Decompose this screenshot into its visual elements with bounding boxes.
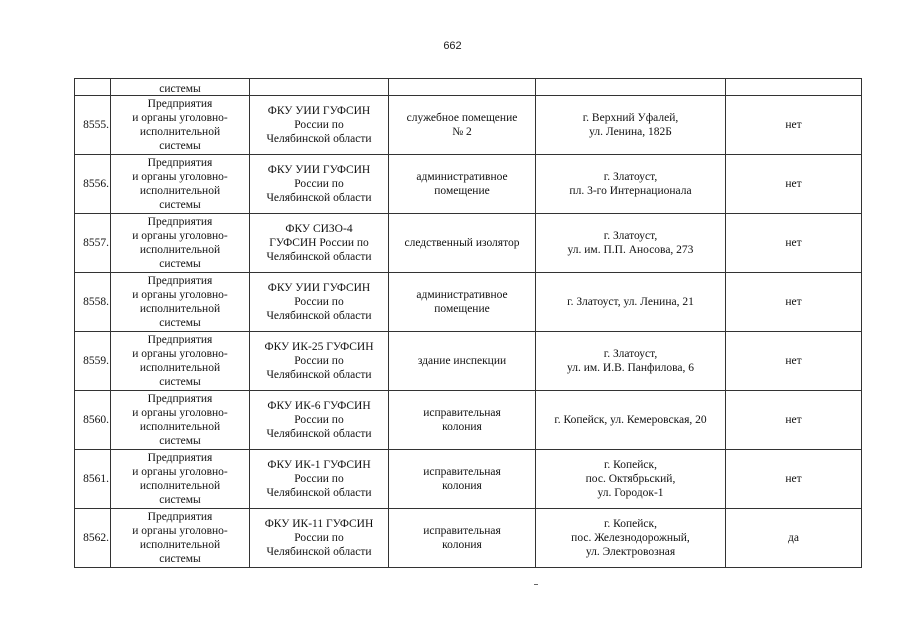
cell-organization bbox=[250, 79, 389, 96]
organization-cell bbox=[250, 214, 389, 273]
organization-cell-line: Челябинской области bbox=[266, 546, 372, 558]
object-cell-line: колония bbox=[442, 480, 482, 492]
sector-cell-line: и органы уголовно- bbox=[132, 171, 228, 183]
organization-cell-line: ФКУ УИИ ГУФСИН bbox=[267, 164, 371, 176]
table-row bbox=[75, 332, 862, 391]
address-cell bbox=[536, 96, 726, 155]
cell-sector: системы bbox=[111, 79, 250, 96]
sector-cell-line: исполнительной bbox=[139, 185, 221, 197]
scan-mark bbox=[534, 584, 538, 585]
organization-cell-line: России по bbox=[294, 178, 344, 190]
organization-cell-line: ФКУ ИК-1 ГУФСИН bbox=[267, 459, 371, 471]
cell-address bbox=[536, 79, 726, 96]
registry-table bbox=[74, 78, 862, 568]
organization-cell-line: ФКУ ИК-6 ГУФСИН bbox=[267, 400, 371, 412]
address-cell-line: ул. Ленина, 182Б bbox=[589, 126, 672, 138]
organization-cell-line: Челябинской области bbox=[266, 192, 372, 204]
organization-cell-line: России по bbox=[294, 119, 344, 131]
object-cell bbox=[389, 96, 536, 155]
organization-cell-line: ФКУ ИК-25 ГУФСИН bbox=[264, 341, 374, 353]
row-number: 8562. bbox=[75, 509, 111, 568]
organization-cell bbox=[250, 332, 389, 391]
organization-cell-line: Челябинской области bbox=[266, 251, 372, 263]
flag-cell: нет bbox=[726, 450, 862, 509]
sector-cell-line: исполнительной bbox=[139, 362, 221, 374]
row-number: 8559. bbox=[75, 332, 111, 391]
sector-cell bbox=[111, 214, 250, 273]
address-cell bbox=[536, 214, 726, 273]
address-cell bbox=[536, 509, 726, 568]
sector-cell-line: Предприятия bbox=[147, 216, 213, 228]
sector-cell-line: Предприятия bbox=[147, 157, 213, 169]
page-number: 662 bbox=[443, 40, 462, 52]
organization-cell-line: ФКУ СИЗО-4 bbox=[285, 223, 353, 235]
organization-cell-line: Челябинской области bbox=[266, 369, 372, 381]
object-cell-line: исправительная bbox=[423, 466, 501, 478]
sector-cell-line: Предприятия bbox=[147, 98, 213, 110]
organization-cell-line: Челябинской области bbox=[266, 310, 372, 322]
sector-cell-line: исполнительной bbox=[139, 539, 221, 551]
organization-cell bbox=[250, 450, 389, 509]
table-row bbox=[75, 391, 862, 450]
sector-cell-line: системы bbox=[159, 435, 201, 447]
object-cell bbox=[389, 155, 536, 214]
address-cell-line: пос. Октябрьский, bbox=[585, 473, 676, 485]
object-cell-line: № 2 bbox=[452, 126, 472, 138]
flag-cell: нет bbox=[726, 214, 862, 273]
address-cell bbox=[536, 332, 726, 391]
flag-cell: нет bbox=[726, 332, 862, 391]
address-cell-line: пл. 3-го Интернационала bbox=[569, 185, 692, 197]
sector-cell-line: Предприятия bbox=[147, 511, 213, 523]
flag-cell: да bbox=[726, 509, 862, 568]
object-cell-line: здание инспекции bbox=[417, 355, 507, 367]
object-cell-line: следственный изолятор bbox=[404, 237, 520, 249]
organization-cell-line: России по bbox=[294, 532, 344, 544]
row-number: 8561. bbox=[75, 450, 111, 509]
sector-cell-line: и органы уголовно- bbox=[132, 289, 228, 301]
sector-cell bbox=[111, 509, 250, 568]
sector-cell-line: системы bbox=[159, 140, 201, 152]
organization-cell-line: ГУФСИН России по bbox=[269, 237, 369, 249]
sector-cell bbox=[111, 155, 250, 214]
object-cell-line: помещение bbox=[434, 185, 490, 197]
sector-cell-line: исполнительной bbox=[139, 126, 221, 138]
sector-cell-line: системы bbox=[159, 317, 201, 329]
address-cell-line: г. Златоуст, bbox=[603, 348, 658, 360]
address-cell bbox=[536, 273, 726, 332]
row-number: 8557. bbox=[75, 214, 111, 273]
flag-cell: нет bbox=[726, 155, 862, 214]
sector-cell-line: системы bbox=[159, 258, 201, 270]
address-cell-line: г. Копейск, bbox=[604, 518, 657, 530]
sector-cell-line: системы bbox=[159, 553, 201, 565]
organization-cell-line: Челябинской области bbox=[266, 428, 372, 440]
object-cell-line: исправительная bbox=[423, 407, 501, 419]
address-cell bbox=[536, 391, 726, 450]
sector-cell bbox=[111, 391, 250, 450]
address-cell-line: г. Копейск, ул. Кемеровская, 20 bbox=[554, 414, 707, 426]
sector-cell-line: и органы уголовно- bbox=[132, 525, 228, 537]
address-cell-line: ул. им. И.В. Панфилова, 6 bbox=[566, 362, 695, 374]
address-cell-line: ул. им. П.П. Аносова, 273 bbox=[567, 244, 694, 256]
flag-cell: нет bbox=[726, 96, 862, 155]
sector-cell bbox=[111, 332, 250, 391]
organization-cell-line: России по bbox=[294, 414, 344, 426]
sector-cell-line: и органы уголовно- bbox=[132, 466, 228, 478]
organization-cell-line: ФКУ УИИ ГУФСИН bbox=[267, 105, 371, 117]
sector-cell bbox=[111, 96, 250, 155]
cell-object bbox=[389, 79, 536, 96]
sector-cell-line: исполнительной bbox=[139, 421, 221, 433]
address-cell-line: г. Златоуст, bbox=[603, 230, 658, 242]
object-cell-line: помещение bbox=[434, 303, 490, 315]
organization-cell bbox=[250, 273, 389, 332]
address-cell-line: г. Верхний Уфалей, bbox=[582, 112, 679, 124]
table-row bbox=[75, 96, 862, 155]
cell-num bbox=[75, 79, 111, 96]
cell-flag bbox=[726, 79, 862, 96]
sector-cell-line: системы bbox=[159, 199, 201, 211]
sector-cell-line: исполнительной bbox=[139, 303, 221, 315]
organization-cell bbox=[250, 96, 389, 155]
row-number: 8558. bbox=[75, 273, 111, 332]
organization-cell bbox=[250, 391, 389, 450]
row-number: 8555. bbox=[75, 96, 111, 155]
continuation-row bbox=[75, 79, 862, 96]
object-cell-line: колония bbox=[442, 539, 482, 551]
address-cell-line: пос. Железнодорожный, bbox=[571, 532, 690, 544]
address-cell-line: ул. Городок-1 bbox=[597, 487, 664, 499]
sector-cell-line: и органы уголовно- bbox=[132, 112, 228, 124]
flag-cell: нет bbox=[726, 273, 862, 332]
table-row bbox=[75, 509, 862, 568]
organization-cell-line: ФКУ ИК-11 ГУФСИН bbox=[264, 518, 374, 530]
object-cell-line: служебное помещение bbox=[406, 112, 518, 124]
organization-cell bbox=[250, 509, 389, 568]
object-cell-line: колония bbox=[442, 421, 482, 433]
organization-cell-line: России по bbox=[294, 296, 344, 308]
organization-cell bbox=[250, 155, 389, 214]
address-cell bbox=[536, 155, 726, 214]
sector-cell-line: Предприятия bbox=[147, 275, 213, 287]
object-cell bbox=[389, 332, 536, 391]
address-cell-line: г. Златоуст, bbox=[603, 171, 658, 183]
organization-cell-line: России по bbox=[294, 473, 344, 485]
sector-cell-line: Предприятия bbox=[147, 452, 213, 464]
sector-cell bbox=[111, 273, 250, 332]
table-row bbox=[75, 450, 862, 509]
row-number: 8556. bbox=[75, 155, 111, 214]
object-cell bbox=[389, 509, 536, 568]
sector-cell-line: Предприятия bbox=[147, 334, 213, 346]
sector-cell-line: системы bbox=[159, 494, 201, 506]
table-row bbox=[75, 273, 862, 332]
sector-cell-line: и органы уголовно- bbox=[132, 348, 228, 360]
address-cell-line: г. Копейск, bbox=[604, 459, 657, 471]
row-number: 8560. bbox=[75, 391, 111, 450]
object-cell-line: исправительная bbox=[423, 525, 501, 537]
sector-cell bbox=[111, 450, 250, 509]
object-cell-line: административное bbox=[416, 289, 508, 301]
table-row bbox=[75, 155, 862, 214]
flag-cell: нет bbox=[726, 391, 862, 450]
organization-cell-line: Челябинской области bbox=[266, 487, 372, 499]
address-cell-line: ул. Электровозная bbox=[585, 546, 676, 558]
address-cell bbox=[536, 450, 726, 509]
sector-cell-line: и органы уголовно- bbox=[132, 230, 228, 242]
sector-cell-line: системы bbox=[159, 376, 201, 388]
sector-cell-line: и органы уголовно- bbox=[132, 407, 228, 419]
organization-cell-line: ФКУ УИИ ГУФСИН bbox=[267, 282, 371, 294]
object-cell-line: административное bbox=[416, 171, 508, 183]
sector-cell-line: исполнительной bbox=[139, 244, 221, 256]
organization-cell-line: Челябинской области bbox=[266, 133, 372, 145]
table-row bbox=[75, 214, 862, 273]
object-cell bbox=[389, 273, 536, 332]
address-cell-line: г. Златоуст, ул. Ленина, 21 bbox=[567, 296, 694, 308]
organization-cell-line: России по bbox=[294, 355, 344, 367]
object-cell bbox=[389, 391, 536, 450]
sector-cell-line: Предприятия bbox=[147, 393, 213, 405]
object-cell bbox=[389, 214, 536, 273]
object-cell bbox=[389, 450, 536, 509]
sector-cell-line: исполнительной bbox=[139, 480, 221, 492]
